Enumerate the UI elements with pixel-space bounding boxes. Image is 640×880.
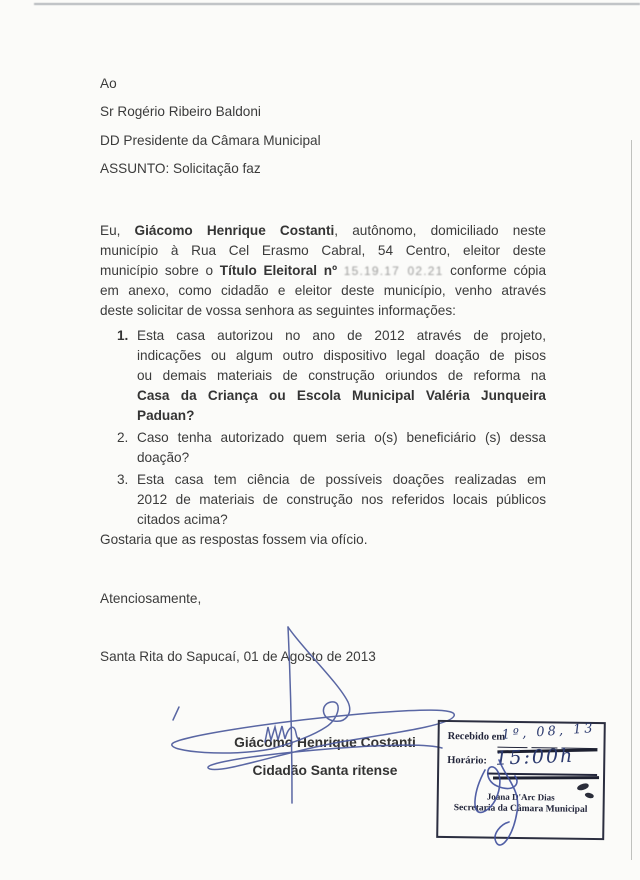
request-list-item xyxy=(117,428,546,468)
reception-stamp xyxy=(436,720,606,840)
list-item-lines xyxy=(137,326,546,426)
list-item-number: 2. xyxy=(117,430,129,445)
text-segment: em anexo, como cidadão e eleitor deste município, venho através xyxy=(100,283,546,298)
signature-block xyxy=(170,733,480,781)
list-item-lines xyxy=(137,428,546,468)
text-segment: município sobre o xyxy=(100,263,220,278)
salutation: Atenciosamente, xyxy=(100,591,202,606)
text-line xyxy=(137,366,546,386)
request-list-item xyxy=(117,470,546,530)
text-segment: Giácomo Henrique Costanti xyxy=(134,223,335,238)
text-line xyxy=(100,221,546,241)
list-item-number: 1. xyxy=(117,328,129,343)
text-segment: Esta casa tem ciência de possíveis doações realizadas em xyxy=(137,472,546,487)
text-line xyxy=(137,386,546,406)
text-line xyxy=(100,261,546,281)
text-segment: Casa da Criança ou Escola Municipal Valéria Junqueira xyxy=(137,388,546,403)
text-segment: Eu, xyxy=(100,223,135,238)
text-segment: conforme cópia xyxy=(443,263,547,278)
smudged-eleitoral-number: 15.19.17 02.21 xyxy=(343,264,444,278)
stamp-time-handwriting: 15:00h xyxy=(494,744,575,770)
stamp-pen-stroke-time xyxy=(493,776,599,779)
text-segment: 2012 de materiais de construção nos referidos locais públicos xyxy=(137,492,546,507)
text-line xyxy=(137,406,546,426)
text-segment: Esta casa autorizou no ano de 2012 através de projeto, xyxy=(137,328,546,343)
signer-title: Cidadão Santa ritense xyxy=(252,763,398,778)
scan-artifact-right-edge xyxy=(631,140,632,860)
text-line xyxy=(137,470,546,490)
text-line xyxy=(137,448,546,468)
stamp-secretary-title: Secretaria da Câmara Municipal xyxy=(453,803,588,815)
text-segment: Título Eleitoral nº xyxy=(219,263,344,278)
text-line xyxy=(137,428,546,448)
scan-artifact-top-edge xyxy=(34,3,640,5)
text-segment: município à Rua Cel Erasmo Cabral, 54 Centro, eleitor deste xyxy=(100,243,546,258)
text-segment: ou demais materiais de construção oriundos de reforma na xyxy=(137,368,546,383)
intro-paragraph xyxy=(100,221,546,321)
request-closing-line: Gostaria que as respostas fossem via ofício. xyxy=(100,532,368,547)
addressee-intro: Ao xyxy=(100,76,117,91)
list-item-lines xyxy=(137,470,546,530)
text-segment: doação? xyxy=(137,450,190,465)
stamp-secretary-name: Joana D'Arc Dias xyxy=(486,791,555,803)
ink-smudge xyxy=(576,782,589,791)
list-item-number: 3. xyxy=(117,472,129,487)
text-line xyxy=(100,241,546,261)
text-line xyxy=(137,326,546,346)
addressee-title: DD Presidente da Câmara Municipal xyxy=(100,133,321,148)
handwritten-signature xyxy=(140,610,470,820)
request-list-item xyxy=(117,326,546,426)
text-line xyxy=(137,490,546,510)
subject-line: ASSUNTO: Solicitação faz xyxy=(100,161,261,176)
request-list xyxy=(117,326,546,530)
addressee-name: Sr Rogério Ribeiro Baldoni xyxy=(100,104,261,119)
text-segment: Paduan? xyxy=(137,408,195,423)
text-line xyxy=(137,346,546,366)
stamp-received-date-handwriting: 1º, 08, 13 xyxy=(501,720,597,743)
text-segment: Caso tenha autorizado quem seria o(s) beneficiário (s) dessa xyxy=(137,430,546,445)
text-segment: deste solicitar de vossa senhora as seguintes informações: xyxy=(100,303,456,318)
signer-name: Giácomo Henrique Costanti xyxy=(234,735,416,750)
text-segment: citados acima? xyxy=(137,512,228,527)
stamp-time-underline xyxy=(487,773,597,776)
text-segment: , autônomo, domiciliado neste xyxy=(334,223,546,238)
text-line xyxy=(100,301,546,321)
stamp-time-label: Horário: xyxy=(447,754,487,767)
text-line xyxy=(100,281,546,301)
stamp-received-label: Recebido em xyxy=(447,730,506,743)
text-line xyxy=(137,510,546,530)
text-segment: indicações ou algum outro dispositivo legal doação de pisos xyxy=(137,348,546,363)
place-date-line: Santa Rita do Sapucaí, 01 de Agosto de 2013 xyxy=(100,649,376,664)
